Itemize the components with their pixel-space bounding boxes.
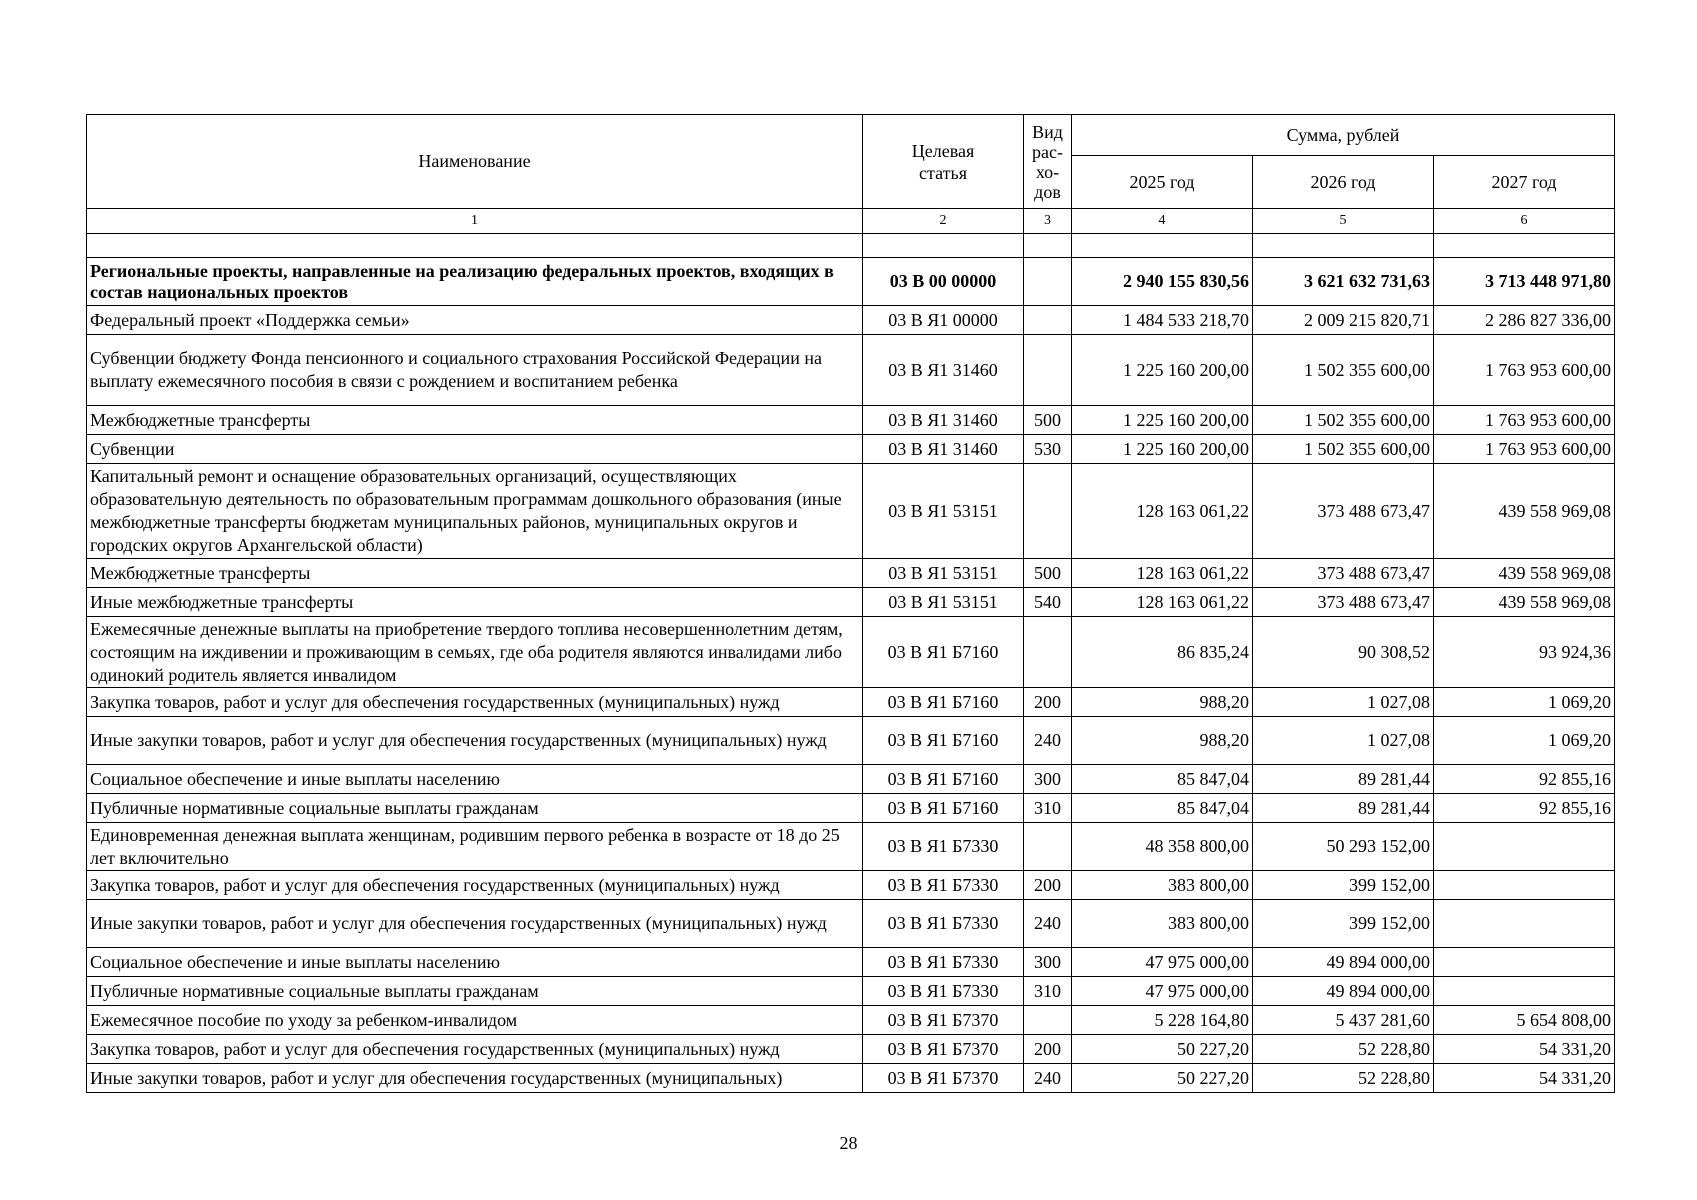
row-name: Единовременная денежная выплата женщинам, родившим первого ребенка в возрасте от 18 до 25 лет включительно	[87, 823, 863, 871]
row-amount-2025: 988,20	[1072, 688, 1253, 717]
table-row	[87, 1064, 1615, 1093]
row-code: 03 В Я1 Б7160	[863, 765, 1024, 794]
row-code: 03 В Я1 Б7160	[863, 717, 1024, 765]
row-amount-2026: 52 228,80	[1253, 1035, 1434, 1064]
header-year-2025: 2025 год	[1072, 156, 1253, 209]
row-code: 03 В Я1 53151	[863, 588, 1024, 617]
row-name: Социальное обеспечение и иные выплаты населению	[87, 948, 863, 977]
row-amount-2027: 439 558 969,08	[1434, 464, 1615, 559]
table-row	[87, 871, 1615, 900]
row-name: Иные закупки товаров, работ и услуг для обеспечения государственных (муниципальных) нужд	[87, 900, 863, 948]
row-code: 03 В Я1 Б7330	[863, 900, 1024, 948]
column-number: 1	[87, 209, 863, 234]
empty-cell	[863, 234, 1024, 258]
row-code: 03 В Я1 Б7160	[863, 794, 1024, 823]
table-row	[87, 688, 1615, 717]
row-amount-2025: 988,20	[1072, 717, 1253, 765]
row-kind: 500	[1024, 406, 1072, 435]
row-amount-2025: 383 800,00	[1072, 900, 1253, 948]
page-number: 28	[839, 1133, 858, 1153]
table-row	[87, 335, 1615, 406]
table-row	[87, 765, 1615, 794]
row-name: Закупка товаров, работ и услуг для обеспечения государственных (муниципальных) нужд	[87, 688, 863, 717]
row-code: 03 В Я1 31460	[863, 435, 1024, 464]
row-amount-2025: 5 228 164,80	[1072, 1006, 1253, 1035]
row-amount-2027: 92 855,16	[1434, 794, 1615, 823]
row-kind	[1024, 1006, 1072, 1035]
row-amount-2027: 54 331,20	[1434, 1064, 1615, 1093]
row-amount-2025: 50 227,20	[1072, 1035, 1253, 1064]
row-amount-2026: 373 488 673,47	[1253, 464, 1434, 559]
row-amount-2026: 89 281,44	[1253, 765, 1434, 794]
header-kind-line2: рас-	[1032, 141, 1063, 162]
row-amount-2027: 1 069,20	[1434, 717, 1615, 765]
row-kind: 200	[1024, 688, 1072, 717]
row-amount-2025: 85 847,04	[1072, 765, 1253, 794]
row-kind: 310	[1024, 794, 1072, 823]
table-row	[87, 948, 1615, 977]
row-name: Субвенции	[87, 435, 863, 464]
row-kind	[1024, 258, 1072, 306]
row-amount-2026: 49 894 000,00	[1253, 948, 1434, 977]
row-amount-2026: 50 293 152,00	[1253, 823, 1434, 871]
row-code: 03 В 00 00000	[863, 258, 1024, 306]
row-kind: 530	[1024, 435, 1072, 464]
empty-cell	[1434, 234, 1615, 258]
row-amount-2026: 5 437 281,60	[1253, 1006, 1434, 1035]
row-amount-2026: 1 502 355 600,00	[1253, 406, 1434, 435]
row-amount-2027: 2 286 827 336,00	[1434, 306, 1615, 335]
row-amount-2025: 86 835,24	[1072, 617, 1253, 688]
row-amount-2027: 3 713 448 971,80	[1434, 258, 1615, 306]
row-code: 03 В Я1 53151	[863, 464, 1024, 559]
row-amount-2027: 1 763 953 600,00	[1434, 335, 1615, 406]
table-row	[87, 617, 1615, 688]
row-amount-2026: 1 502 355 600,00	[1253, 335, 1434, 406]
row-code: 03 В Я1 Б7330	[863, 977, 1024, 1006]
row-name: Межбюджетные трансферты	[87, 406, 863, 435]
row-amount-2026: 1 502 355 600,00	[1253, 435, 1434, 464]
row-name: Региональные проекты, направленные на реализацию федеральных проектов, входящих в состав национальных проектов	[87, 258, 863, 306]
row-amount-2027	[1434, 900, 1615, 948]
row-amount-2027: 1 069,20	[1434, 688, 1615, 717]
header-sum: Сумма, рублей	[1072, 115, 1615, 156]
row-amount-2025: 2 940 155 830,56	[1072, 258, 1253, 306]
row-kind: 240	[1024, 1064, 1072, 1093]
row-kind: 300	[1024, 765, 1072, 794]
header-target-article	[863, 115, 1024, 209]
table-row	[87, 559, 1615, 588]
row-kind: 200	[1024, 1035, 1072, 1064]
table-row	[87, 900, 1615, 948]
row-kind: 500	[1024, 559, 1072, 588]
row-name: Публичные нормативные социальные выплаты гражданам	[87, 794, 863, 823]
table-row	[87, 588, 1615, 617]
column-number: 6	[1434, 209, 1615, 234]
budget-table	[86, 114, 1615, 1093]
header-target-line2: статья	[919, 162, 967, 183]
table-row	[87, 823, 1615, 871]
row-amount-2025: 1 225 160 200,00	[1072, 335, 1253, 406]
row-amount-2026: 2 009 215 820,71	[1253, 306, 1434, 335]
row-amount-2027: 1 763 953 600,00	[1434, 406, 1615, 435]
header-year-2027: 2027 год	[1434, 156, 1615, 209]
row-name: Публичные нормативные социальные выплаты гражданам	[87, 977, 863, 1006]
row-name: Субвенции бюджету Фонда пенсионного и социального страхования Российской Федерации на выплату ежемесячного пособия в связи с рождением и воспитанием ребенка	[87, 335, 863, 406]
row-name: Закупка товаров, работ и услуг для обеспечения государственных (муниципальных) нужд	[87, 871, 863, 900]
row-name: Федеральный проект «Поддержка семьи»	[87, 306, 863, 335]
column-number: 2	[863, 209, 1024, 234]
row-amount-2025: 47 975 000,00	[1072, 977, 1253, 1006]
column-number: 3	[1024, 209, 1072, 234]
table-row	[87, 435, 1615, 464]
row-kind: 540	[1024, 588, 1072, 617]
column-number-row	[87, 209, 1615, 234]
row-amount-2027: 439 558 969,08	[1434, 559, 1615, 588]
table-row	[87, 717, 1615, 765]
row-name: Межбюджетные трансферты	[87, 559, 863, 588]
column-number: 4	[1072, 209, 1253, 234]
header-name: Наименование	[87, 115, 863, 209]
row-amount-2025: 128 163 061,22	[1072, 464, 1253, 559]
row-kind: 240	[1024, 900, 1072, 948]
row-amount-2026: 90 308,52	[1253, 617, 1434, 688]
row-amount-2027: 1 763 953 600,00	[1434, 435, 1615, 464]
row-name: Иные межбюджетные трансферты	[87, 588, 863, 617]
empty-cell	[1024, 234, 1072, 258]
row-name: Закупка товаров, работ и услуг для обеспечения государственных (муниципальных) нужд	[87, 1035, 863, 1064]
row-amount-2025: 383 800,00	[1072, 871, 1253, 900]
row-amount-2025: 1 225 160 200,00	[1072, 406, 1253, 435]
empty-row	[87, 234, 1615, 258]
table-row	[87, 306, 1615, 335]
row-name: Иные закупки товаров, работ и услуг для обеспечения государственных (муниципальных) нужд	[87, 717, 863, 765]
row-code: 03 В Я1 Б7160	[863, 688, 1024, 717]
table-row	[87, 406, 1615, 435]
row-amount-2025: 85 847,04	[1072, 794, 1253, 823]
row-name: Иные закупки товаров, работ и услуг для обеспечения государственных (муниципальных)	[87, 1064, 863, 1093]
row-amount-2026: 373 488 673,47	[1253, 559, 1434, 588]
row-kind	[1024, 617, 1072, 688]
row-code: 03 В Я1 Б7370	[863, 1064, 1024, 1093]
row-amount-2027	[1434, 977, 1615, 1006]
row-code: 03 В Я1 31460	[863, 406, 1024, 435]
row-kind: 200	[1024, 871, 1072, 900]
row-amount-2026: 3 621 632 731,63	[1253, 258, 1434, 306]
row-amount-2027: 54 331,20	[1434, 1035, 1615, 1064]
row-kind: 300	[1024, 948, 1072, 977]
row-name: Социальное обеспечение и иные выплаты населению	[87, 765, 863, 794]
table-row	[87, 794, 1615, 823]
row-name: Ежемесячные денежные выплаты на приобретение твердого топлива несовершеннолетним детям, состоящим на иждивении и проживающим в семьях, где оба родителя являются инвалидами либо одинокий родитель является инвалидом	[87, 617, 863, 688]
row-amount-2027: 93 924,36	[1434, 617, 1615, 688]
row-code: 03 В Я1 53151	[863, 559, 1024, 588]
row-code: 03 В Я1 Б7370	[863, 1006, 1024, 1035]
row-amount-2026: 89 281,44	[1253, 794, 1434, 823]
column-number: 5	[1253, 209, 1434, 234]
row-kind	[1024, 464, 1072, 559]
header-target-line1: Целевая	[911, 140, 975, 161]
row-amount-2026: 49 894 000,00	[1253, 977, 1434, 1006]
row-code: 03 В Я1 Б7330	[863, 823, 1024, 871]
row-code: 03 В Я1 Б7330	[863, 871, 1024, 900]
row-amount-2026: 399 152,00	[1253, 900, 1434, 948]
row-amount-2027: 5 654 808,00	[1434, 1006, 1615, 1035]
row-amount-2025: 47 975 000,00	[1072, 948, 1253, 977]
table-row	[87, 1035, 1615, 1064]
row-kind	[1024, 823, 1072, 871]
header-expense-kind	[1024, 115, 1072, 209]
row-amount-2026: 1 027,08	[1253, 717, 1434, 765]
row-amount-2025: 48 358 800,00	[1072, 823, 1253, 871]
row-code: 03 В Я1 Б7160	[863, 617, 1024, 688]
row-amount-2025: 50 227,20	[1072, 1064, 1253, 1093]
row-amount-2026: 52 228,80	[1253, 1064, 1434, 1093]
row-name: Капитальный ремонт и оснащение образовательных организаций, осуществляющих образовательную деятельность по образовательным программам дошкольного образования (иные межбюджетные трансферты бюджетам муниципальных районов, муниципальных округов и городских округов Архангельской области)	[87, 464, 863, 559]
row-amount-2027	[1434, 948, 1615, 977]
row-kind: 310	[1024, 977, 1072, 1006]
table-row	[87, 464, 1615, 559]
table-body	[87, 258, 1615, 1093]
table-row	[87, 258, 1615, 306]
row-kind	[1024, 335, 1072, 406]
header-year-2026: 2026 год	[1253, 156, 1434, 209]
row-kind	[1024, 306, 1072, 335]
row-amount-2025: 128 163 061,22	[1072, 559, 1253, 588]
empty-cell	[87, 234, 863, 258]
row-amount-2026: 373 488 673,47	[1253, 588, 1434, 617]
row-amount-2027	[1434, 823, 1615, 871]
row-code: 03 В Я1 Б7330	[863, 948, 1024, 977]
table-row	[87, 977, 1615, 1006]
table-row	[87, 1006, 1615, 1035]
row-amount-2025: 128 163 061,22	[1072, 588, 1253, 617]
empty-cell	[1072, 234, 1253, 258]
row-code: 03 В Я1 Б7370	[863, 1035, 1024, 1064]
row-amount-2026: 1 027,08	[1253, 688, 1434, 717]
row-amount-2027: 92 855,16	[1434, 765, 1615, 794]
row-amount-2027: 439 558 969,08	[1434, 588, 1615, 617]
row-kind: 240	[1024, 717, 1072, 765]
header-kind-line4: дов	[1034, 181, 1061, 202]
row-code: 03 В Я1 00000	[863, 306, 1024, 335]
header-kind-line3: хо-	[1035, 161, 1060, 182]
empty-cell	[1253, 234, 1434, 258]
header-kind-line1: Вид	[1032, 121, 1063, 142]
row-amount-2026: 399 152,00	[1253, 871, 1434, 900]
row-name: Ежемесячное пособие по уходу за ребенком-инвалидом	[87, 1006, 863, 1035]
row-amount-2025: 1 484 533 218,70	[1072, 306, 1253, 335]
row-amount-2025: 1 225 160 200,00	[1072, 435, 1253, 464]
row-code: 03 В Я1 31460	[863, 335, 1024, 406]
row-amount-2027	[1434, 871, 1615, 900]
